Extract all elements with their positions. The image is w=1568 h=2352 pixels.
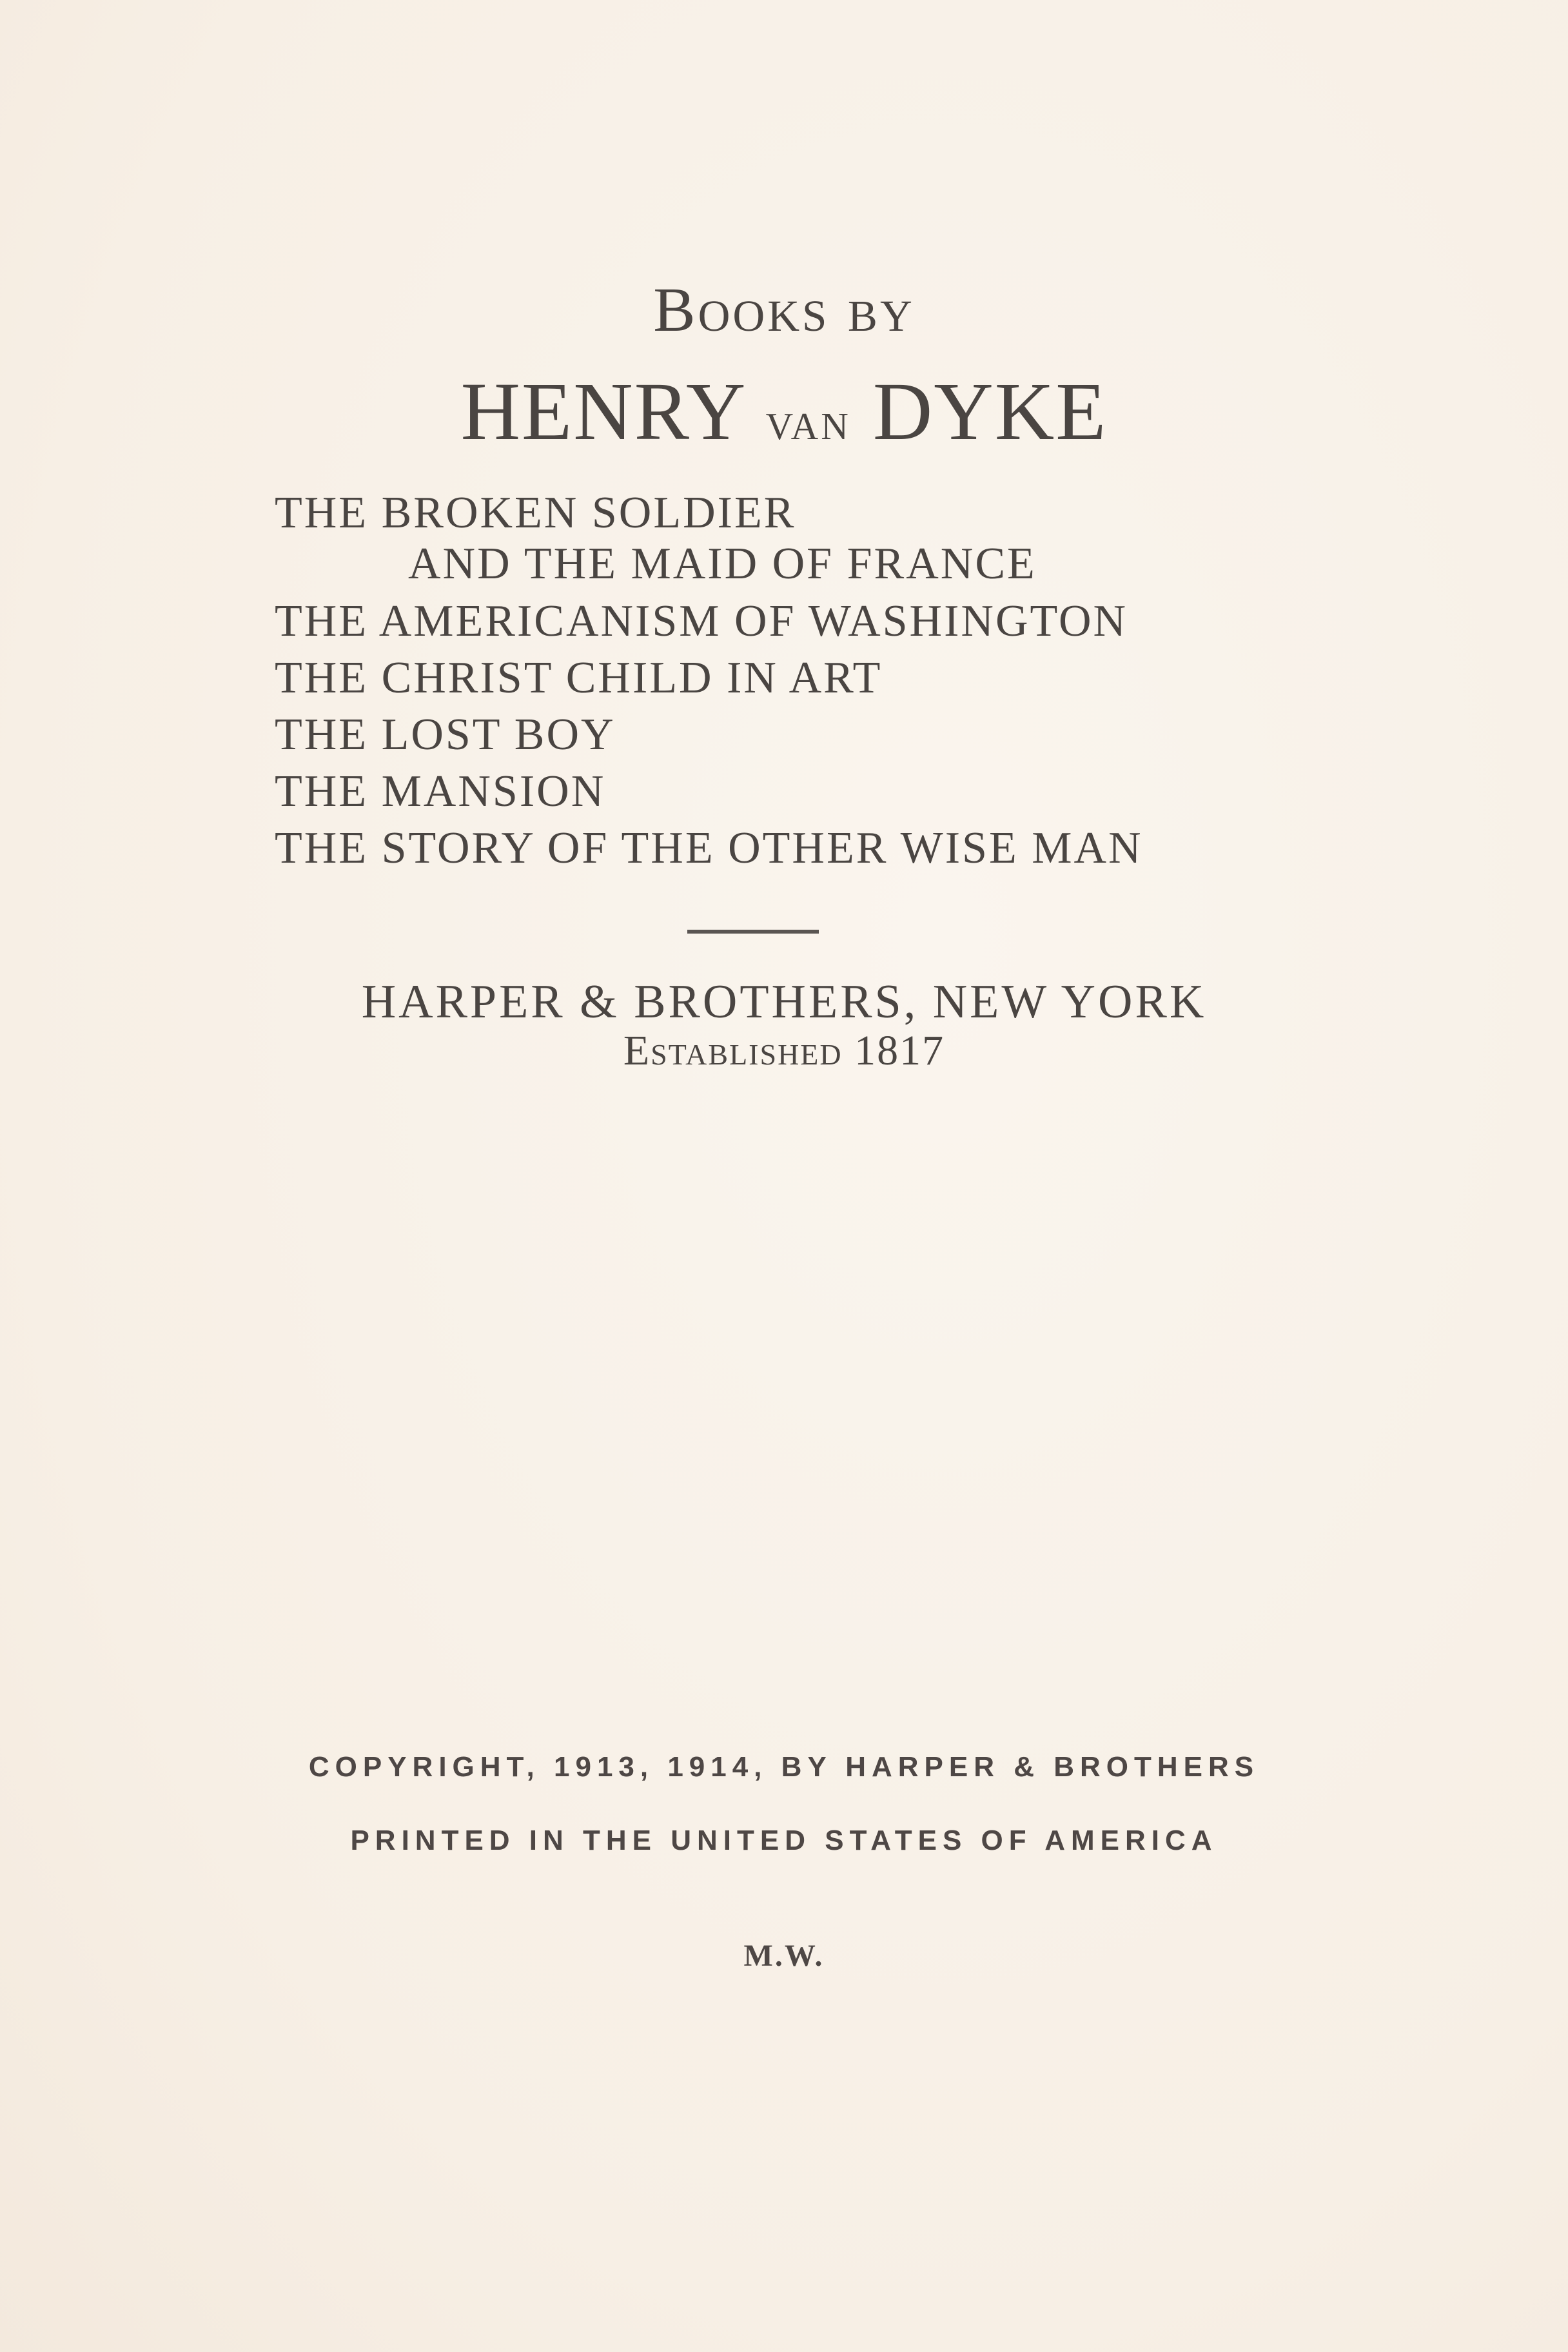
books-by-heading: Books by: [653, 275, 915, 345]
book-title: THE LOST BOY: [275, 710, 616, 760]
book-title: THE AMERICANISM OF WASHINGTON: [275, 596, 1128, 646]
author-first: HENRY: [460, 366, 744, 457]
book-title-continuation: AND THE MAID OF FRANCE: [408, 539, 1037, 589]
divider-rule: [687, 930, 819, 934]
book-title: THE CHRIST CHILD IN ART: [275, 653, 883, 703]
printed-in-notice: PRINTED IN THE UNITED STATES OF AMERICA: [350, 1825, 1218, 1856]
book-list: [275, 485, 1143, 877]
book-title: THE BROKEN SOLDIER: [275, 488, 796, 538]
author-last: DYKE: [872, 366, 1108, 457]
book-title: THE STORY OF THE OTHER WISE MAN: [275, 823, 1143, 873]
book-title: THE MANSION: [275, 767, 606, 816]
publisher-established: Established 1817: [623, 1027, 945, 1074]
copyright-notice: COPYRIGHT, 1913, 1914, BY HARPER & BROTHERS: [308, 1751, 1260, 1783]
publisher-name: HARPER & BROTHERS, NEW YORK: [361, 975, 1207, 1028]
author-name: [0, 364, 1568, 459]
author-particle: van: [765, 391, 851, 451]
printer-code: M.W.: [743, 1939, 825, 1973]
